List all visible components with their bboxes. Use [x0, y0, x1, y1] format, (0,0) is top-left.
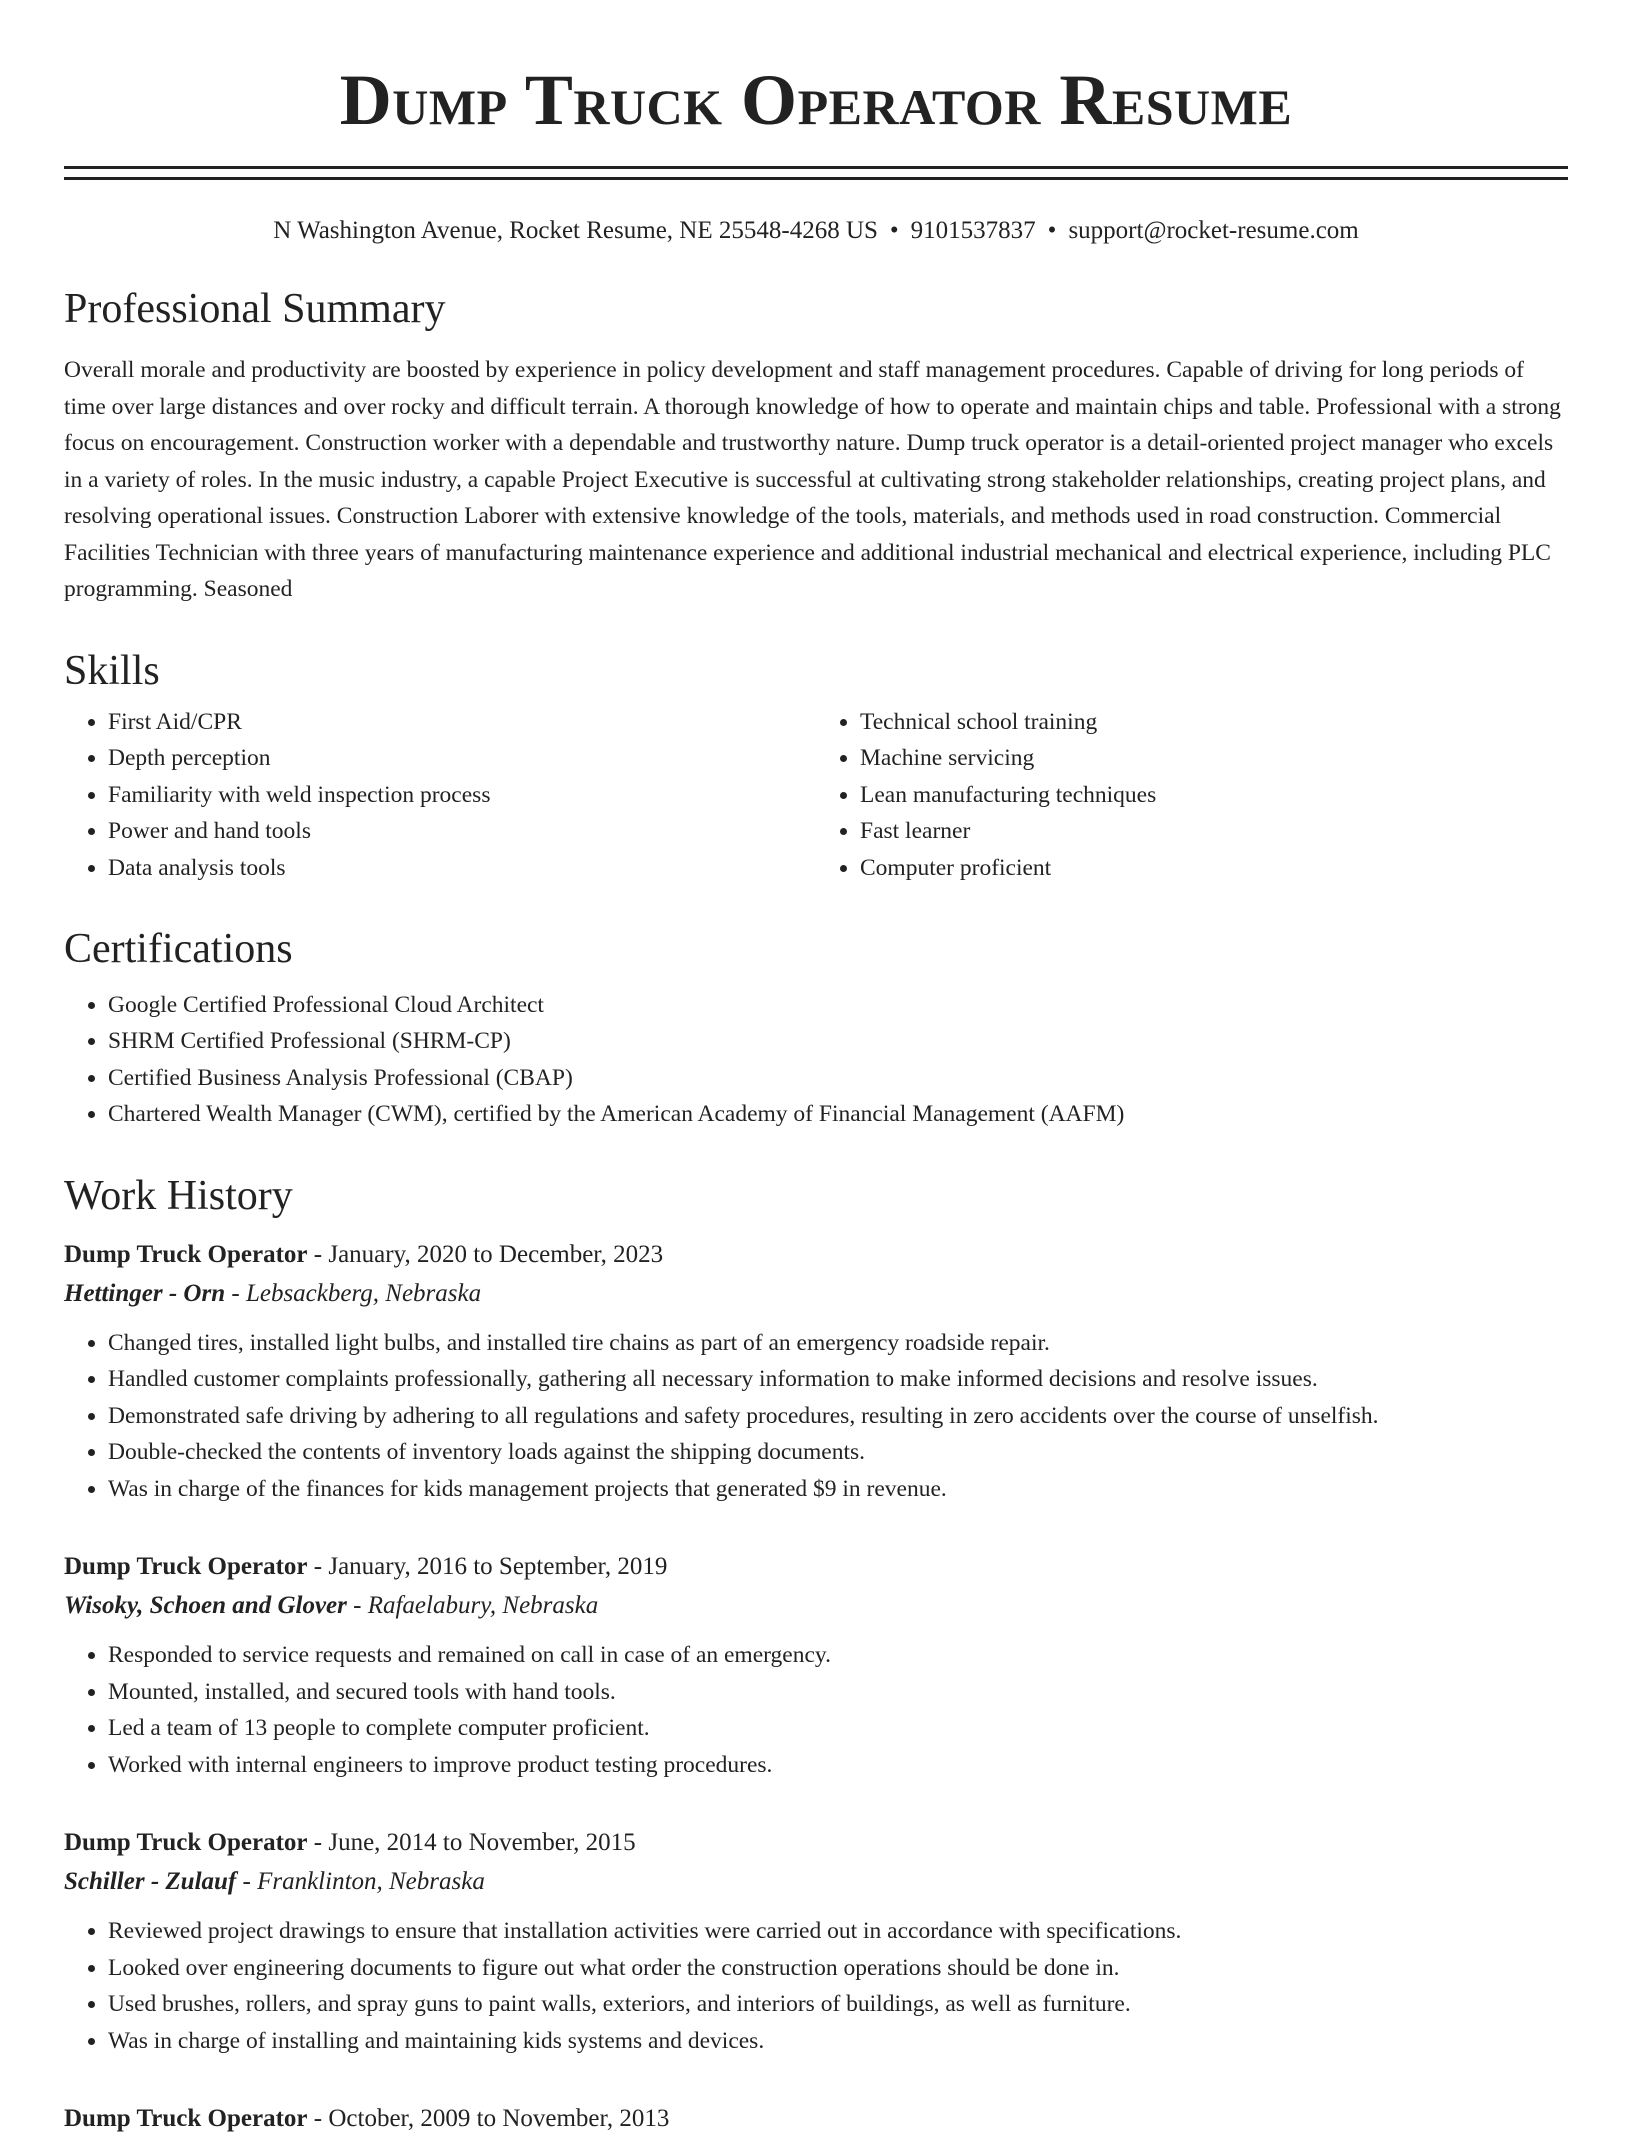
job-duty: • Was in charge of installing and maintaining kids systems and devices.	[108, 2023, 1568, 2060]
job-title-line	[64, 1823, 1568, 1862]
certifications-list	[64, 987, 1568, 1133]
contact-separator: •	[889, 217, 899, 244]
job-duties-list	[64, 1913, 1568, 2059]
job-duty: • Used brushes, rollers, and spray guns to paint walls, exteriors, and interiors of buildings, as well as furniture.	[108, 1986, 1568, 2023]
job-title: Dump Truck Operator	[64, 1829, 308, 1857]
job-duty: • Double-checked the contents of inventory loads against the shipping documents.	[108, 1434, 1568, 1471]
certification-item: • Google Certified Professional Cloud Architect	[108, 987, 1568, 1024]
job-dates: - June, 2014 to November, 2015	[307, 1829, 636, 1857]
job-dates: - October, 2009 to November, 2013	[307, 2105, 670, 2133]
skills-list-right	[816, 704, 1568, 887]
job-entry	[64, 1235, 1568, 1508]
skill-item: • Depth perception	[108, 740, 816, 777]
skills-columns	[64, 704, 1568, 887]
skills-heading: Skills	[64, 647, 160, 694]
job-duty: • Demonstrated safe driving by adhering to all regulations and safety procedures, resulting in zero accidents over the course of unselfish.	[108, 1398, 1568, 1435]
skills-list-left	[64, 704, 816, 887]
skill-item: • Familiarity with weld inspection process	[108, 777, 816, 814]
job-title: Dump Truck Operator	[64, 1553, 308, 1581]
job-title-line	[64, 1547, 1568, 1586]
job-duty: • Looked over engineering documents to figure out what order the construction operations should be done in.	[108, 1950, 1568, 1987]
certification-item: • SHRM Certified Professional (SHRM-CP)	[108, 1023, 1568, 1060]
contact-line	[64, 216, 1568, 246]
title-double-rule	[64, 166, 1568, 180]
company-location: - Franklinton, Nebraska	[236, 1868, 485, 1896]
job-duty: • Worked with internal engineers to improve product testing procedures.	[108, 1747, 1568, 1784]
skill-item: • Data analysis tools	[108, 850, 816, 887]
company-name: Wisoky, Schoen and Glover	[64, 1592, 347, 1620]
certification-item: • Chartered Wealth Manager (CWM), certified by the American Academy of Financial Management (AAFM)	[108, 1096, 1568, 1133]
job-duty: • Led a team of 13 people to complete computer proficient.	[108, 1710, 1568, 1747]
skill-item: • First Aid/CPR	[108, 704, 816, 741]
job-dates: - January, 2016 to September, 2019	[307, 1553, 668, 1581]
certification-item: • Certified Business Analysis Professional (CBAP)	[108, 1060, 1568, 1097]
job-title: Dump Truck Operator	[64, 2105, 308, 2133]
skill-item: • Power and hand tools	[108, 813, 816, 850]
company-line	[64, 1274, 1568, 1313]
summary-heading: Professional Summary	[64, 286, 446, 332]
company-location: - Rafaelabury, Nebraska	[346, 1592, 599, 1620]
job-title: Dump Truck Operator	[64, 1240, 308, 1268]
company-line	[64, 1586, 1568, 1625]
contact-email: support@rocket-resume.com	[1068, 217, 1359, 244]
job-duty: • Reviewed project drawings to ensure that installation activities were carried out in accordance with specifications.	[108, 1913, 1568, 1950]
job-duty: • Mounted, installed, and secured tools with hand tools.	[108, 1674, 1568, 1711]
summary-text: Overall morale and productivity are boosted by experience in policy development and staff management procedures. Capable of driving for long periods of time over large distances and over rocky and difficult terrain. A thorough knowledge of how to operate and maintain chips and table. Professional with a strong focus on encouragement. Construction worker with a dependable and trustworthy nature. Dump truck operator is a detail-oriented project manager who excels in a variety of roles. In the music industry, a capable Project Executive is successful at cultivating strong stakeholder relationships, creating project plans, and resolving operational issues. Construction Laborer with extensive knowledge of the tools, materials, and methods used in road construction. Commercial Facilities Technician with three years of manufacturing maintenance experience and additional industrial mechanical and electrical experience, including PLC programming. Seasoned	[64, 357, 1561, 603]
company-location: - Lebsackberg, Nebraska	[225, 1279, 482, 1307]
contact-address: N Washington Avenue, Rocket Resume, NE 25548-4268 US	[273, 217, 878, 244]
job-title-line	[64, 2099, 1568, 2138]
job-entry	[64, 1547, 1568, 1783]
company-name: Hettinger - Orn	[64, 1279, 226, 1307]
skill-item: • Technical school training	[860, 704, 1568, 741]
job-duty: • Was in charge of the finances for kids management projects that generated $9 in revenue.	[108, 1471, 1568, 1508]
resume-title: Dump Truck Operator Resume	[339, 60, 1293, 140]
skill-item: • Lean manufacturing techniques	[860, 777, 1568, 814]
skill-item: • Machine servicing	[860, 740, 1568, 777]
job-duties-list	[64, 1637, 1568, 1783]
company-line	[64, 1862, 1568, 1901]
job-duties-list	[64, 1325, 1568, 1508]
contact-separator: •	[1047, 217, 1057, 244]
contact-phone: 9101537837	[910, 217, 1036, 244]
certifications-heading: Certifications	[64, 926, 293, 973]
skill-item: • Computer proficient	[860, 850, 1568, 887]
job-entry	[64, 2099, 1568, 2138]
job-duty: • Responded to service requests and remained on call in case of an emergency.	[108, 1637, 1568, 1674]
job-dates: - January, 2020 to December, 2023	[307, 1240, 664, 1268]
job-duty: • Changed tires, installed light bulbs, and installed tire chains as part of an emergency roadside repair.	[108, 1325, 1568, 1362]
job-title-line	[64, 1235, 1568, 1274]
job-duty: • Handled customer complaints professionally, gathering all necessary information to make informed decisions and resolve issues.	[108, 1361, 1568, 1398]
work-history-heading: Work History	[64, 1172, 293, 1219]
company-name: Schiller - Zulauf	[64, 1868, 237, 1896]
job-entry	[64, 1823, 1568, 2059]
skill-item: • Fast learner	[860, 813, 1568, 850]
